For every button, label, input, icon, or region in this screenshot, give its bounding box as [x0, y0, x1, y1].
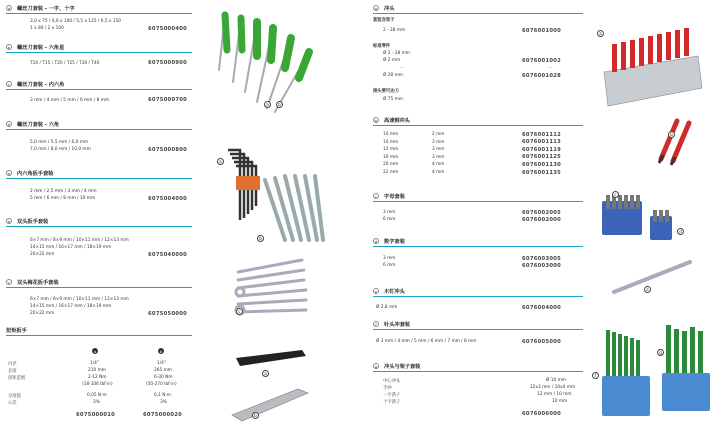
picture-label: a	[264, 101, 271, 108]
hss-row-tip: 3 mm	[432, 154, 445, 160]
section-badge: f	[373, 321, 379, 327]
section-divider	[6, 129, 192, 130]
torque-wrench-b-illustration	[228, 385, 318, 425]
section-badge: b	[7, 46, 11, 50]
set-row-label: 手冲	[383, 386, 392, 391]
torque-row-a: 210 mm	[88, 368, 106, 373]
section-title-punch-and-rack-set: 冲头与架子套装	[384, 364, 421, 370]
spec-line: 2 - 28 mm	[383, 28, 406, 33]
section-divider	[373, 329, 583, 330]
article-code: 6076001130	[522, 161, 562, 168]
hss-row-size: 22 mm	[383, 170, 399, 175]
spec-line: Ø 3 mm / 4 mm / 5 mm / 6 mm / 7 mm / 8 mm	[376, 339, 477, 344]
article-code: 6076001113	[522, 139, 562, 146]
section-divider	[6, 226, 192, 227]
punch-rack-illustration	[598, 30, 708, 110]
number-stamp-set-illustration	[650, 208, 680, 243]
section-title-screwdriver-set: 螺丝刀套装 - 一字、十字	[17, 6, 75, 12]
sub-label: 套装含架子	[373, 18, 395, 23]
spec-line: 14×15 mm / 16×17 mm / 18×19 mm	[30, 245, 112, 250]
torque-row-b: 3%	[160, 400, 167, 405]
section-title-torx-set: 螺丝刀套装 - 六角星	[17, 45, 65, 51]
article-code: 6075000010	[76, 412, 116, 418]
sub-label: 标准零件	[373, 44, 391, 49]
column-badge-a: a	[93, 350, 97, 354]
set-row-value: 12x3 mm / 10x4 mm	[530, 385, 576, 390]
picture-label: b	[252, 412, 259, 419]
hss-row-size: 12 mm	[383, 147, 399, 153]
picture-label: f	[592, 372, 599, 379]
spec-line: 6×7 mm / 8×9 mm / 10×11 mm / 12×13 mm	[30, 297, 129, 302]
section-badge: c	[6, 81, 12, 87]
section-title-torque-wrench: 扭矩扳手	[6, 328, 27, 334]
article-code: 6076001119	[522, 146, 562, 153]
letter-stamp-set-illustration	[602, 195, 657, 240]
article-code: 6075000400	[148, 26, 188, 32]
article-code: 6076002005	[522, 210, 562, 216]
set-row-label: 十字凿子	[383, 400, 401, 405]
article-code: 6075040000	[148, 252, 188, 258]
torque-row-label: 长度	[8, 369, 17, 374]
article-code: 6076001028	[522, 73, 562, 79]
torque-row-label: 分度值	[8, 394, 21, 399]
torque-row-a: 2-12 Nm	[88, 375, 107, 380]
hss-row-tip: 2 mm	[432, 132, 445, 137]
picture-label: c	[612, 191, 619, 198]
section-badge: b	[7, 220, 11, 224]
section-title-pin-punch-set: 针头冲套装	[384, 322, 410, 328]
torque-row-a: 0,05 N·m	[87, 393, 107, 398]
article-code: 6075000800	[148, 147, 188, 153]
spec-line: T10 / T15 / T20 / T25 / T30 / T40	[30, 61, 100, 66]
spec-line: 2 mm / 2,5 mm / 3 mm / 4 mm	[30, 189, 97, 194]
green-pin-punch-set-illustration	[598, 330, 658, 420]
torque-row-a: (18-106 lbf·in)	[82, 382, 113, 387]
section-divider	[373, 246, 583, 247]
set-row-label: 中心冲头	[383, 379, 401, 384]
spec-line: ...	[548, 65, 553, 70]
torque-row-label: 扭矩范围	[8, 376, 26, 381]
section-badge: c	[373, 193, 379, 199]
article-code: 6076001000	[522, 28, 562, 34]
section-badge: g	[374, 365, 378, 369]
picture-label: b	[668, 131, 675, 138]
torque-row-b: 0,1 N·m	[154, 393, 171, 398]
section-badge: e	[374, 290, 378, 294]
spec-line: 3,0 x 75 / 4,0 x 100 / 5,5 x 125 / 6,5 x 150	[30, 19, 122, 24]
article-code: 6076006000	[522, 411, 562, 417]
spec-line: 20×22 mm	[30, 311, 55, 316]
section-divider	[6, 287, 192, 288]
picture-label: a	[262, 370, 269, 377]
picture-label: a	[217, 158, 224, 165]
spec-line: 20×22 mm	[30, 252, 55, 257]
spec-line: 3 mm / 4 mm / 5 mm / 6 mm / 8 mm	[30, 98, 110, 103]
hss-row-size: 20 mm	[383, 162, 399, 168]
spec-line: 3 mm	[383, 210, 396, 215]
spec-line: 6 mm	[383, 263, 396, 268]
section-divider	[6, 52, 192, 53]
section-title-punch: 冲头	[384, 6, 395, 12]
torque-row-b: (50-270 lbf·in)	[146, 382, 177, 387]
section-divider	[6, 178, 192, 179]
hss-row-tip: 4 mm	[432, 170, 445, 175]
hss-row-size: 10 mm	[383, 132, 399, 137]
spec-line: Ø 2 - 28 mm	[383, 51, 410, 56]
torque-row-b: 265 mm	[154, 368, 172, 373]
spec-line: 6×7 mm / 8×9 mm / 10×11 mm / 12×13 mm	[30, 238, 129, 243]
article-code: 6076001002	[522, 58, 562, 64]
spec-line: Ø 2 mm	[383, 58, 401, 63]
section-divider	[6, 13, 192, 14]
hss-row-tip: 4 mm	[432, 162, 445, 168]
section-divider	[6, 89, 192, 90]
section-title-combination-wrench-set: 双头梅花扳手套装	[17, 280, 59, 286]
torque-row-label: 内径	[8, 362, 17, 367]
picture-label: g	[657, 349, 664, 356]
section-badge: d	[7, 123, 11, 127]
section-title-letter-set: 字母套装	[384, 194, 405, 200]
set-row-value: Ø 10 mm	[546, 378, 566, 383]
article-code: 6076001135	[522, 169, 562, 176]
torque-wrench-a-illustration	[232, 348, 312, 378]
sub-label: 接头要可达ⓐ	[373, 89, 399, 94]
section-badge: d	[374, 240, 378, 244]
picture-label: d	[677, 228, 684, 235]
section-title-open-end-wrench-set: 双头扳手套装	[17, 219, 49, 225]
spec-line: Ø 28 mm	[383, 73, 403, 78]
article-code: 6075000020	[143, 412, 183, 418]
picture-label: c	[236, 308, 243, 315]
column-badge-b: b	[159, 350, 163, 354]
section-title-number-set: 数字套装	[384, 239, 405, 245]
section-divider	[373, 13, 583, 14]
section-divider	[373, 371, 583, 372]
spec-line: 3 mm	[383, 256, 396, 261]
picture-label: e	[644, 286, 651, 293]
section-title-hss-punch: 高速钢冲头	[384, 118, 410, 124]
article-code: 6075000900	[148, 60, 188, 66]
blue-punch-rack-set-illustration	[660, 325, 720, 415]
picture-label: b	[276, 101, 283, 108]
section-divider	[6, 335, 192, 336]
torque-row-b: 6-30 Nm	[154, 375, 173, 380]
torque-row-label: 公差	[8, 401, 17, 406]
picture-label: b	[257, 235, 264, 242]
article-code: 6076005000	[522, 339, 562, 345]
section-title-hex-set: 螺丝刀套装 - 六角	[17, 122, 60, 128]
article-code: 6075004000	[148, 196, 188, 202]
spec-line: 6 mm	[383, 217, 396, 222]
spec-line: Ø 75 mm	[383, 97, 403, 102]
article-code: 6076002000	[522, 217, 562, 223]
section-divider	[373, 125, 583, 126]
hss-row-size: 16 mm	[383, 154, 399, 160]
section-title-hex-socket-set: 螺丝刀套装 - 内六角	[17, 82, 65, 88]
article-code: 6075000700	[148, 97, 188, 103]
pin-punch-illustration	[610, 258, 700, 298]
set-row-label: 一字凿子	[383, 393, 401, 398]
spec-line: 14×15 mm / 16×17 mm / 18×19 mm	[30, 304, 112, 309]
article-code: 6076001112	[522, 131, 562, 138]
spec-line: 7,0 mm / 8,0 mm / 10,0 mm	[30, 147, 91, 152]
article-code: 6076001125	[522, 154, 562, 161]
section-badge: a	[374, 7, 378, 11]
set-row-value: 10 mm	[552, 399, 568, 404]
hss-punch-pair-illustration	[655, 115, 695, 165]
section-title-dowel-punch: 木钉冲头	[384, 289, 405, 295]
spec-line: 5,0 mm / 5,5 mm / 6,0 mm	[30, 140, 89, 145]
hss-row-tip: 3 mm	[432, 139, 445, 145]
section-badge: c	[6, 279, 12, 285]
set-row-value: 12 mm / 10 mm	[537, 392, 572, 397]
spec-line: ...	[400, 65, 405, 70]
section-badge: a	[7, 172, 11, 176]
torque-row-a: 3%	[93, 400, 100, 405]
section-badge: a	[7, 7, 11, 11]
section-title-hex-key-set: 内六角扳手套装	[17, 171, 54, 177]
picture-label: a	[597, 30, 604, 37]
article-code: 6076003005	[522, 256, 562, 262]
torque-row-a: 1/4"	[90, 361, 99, 366]
torque-row-b: 1/4"	[157, 361, 166, 366]
spec-line: 1 x 80 / 2 x 100	[30, 26, 64, 31]
hss-row-tip: 3 mm	[432, 147, 445, 153]
spec-line: 5 mm / 6 mm / 8 mm / 10 mm	[30, 196, 96, 201]
article-code: 6076004000	[522, 305, 562, 311]
open-end-wrench-set-illustration	[255, 170, 335, 260]
section-divider	[373, 201, 583, 202]
combination-wrench-set-illustration	[232, 258, 312, 328]
spec-line: Ø 2,8 mm	[376, 305, 398, 310]
article-code: 6075050000	[148, 311, 188, 317]
hss-row-size: 10 mm	[383, 139, 399, 145]
section-divider	[373, 296, 583, 297]
section-badge: b	[374, 119, 378, 123]
article-code: 6076003000	[522, 263, 562, 269]
